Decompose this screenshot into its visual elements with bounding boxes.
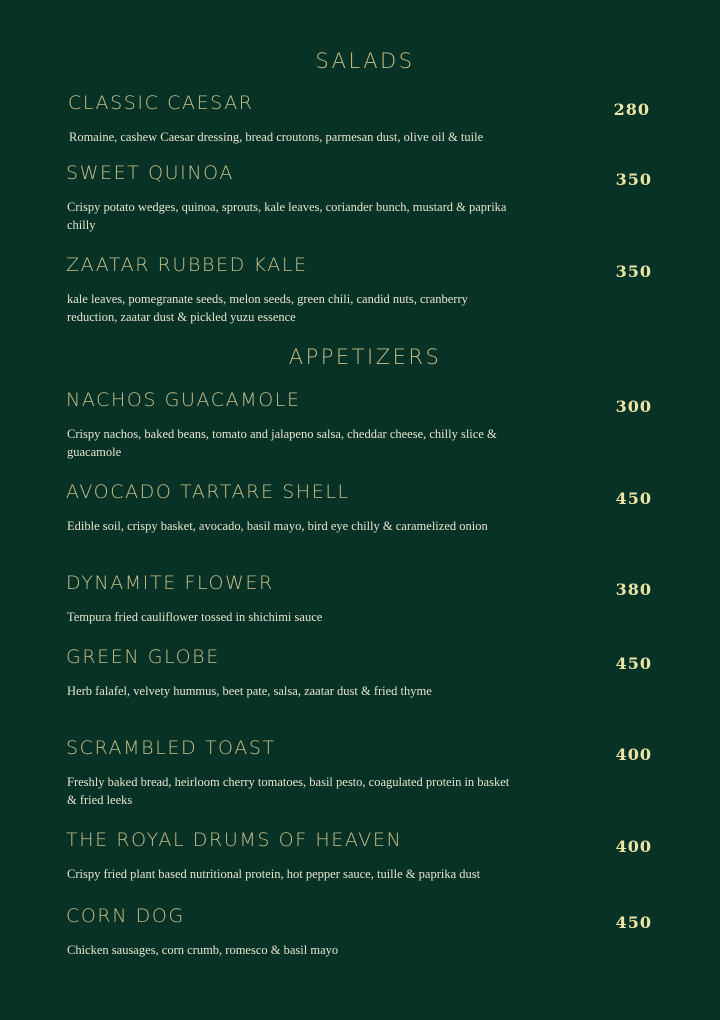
item-price: 350 xyxy=(615,170,652,189)
item-name: DYNAMITE FLOWER xyxy=(66,572,274,594)
item-price: 400 xyxy=(615,745,652,764)
item-description: Chicken sausages, corn crumb, romesco & basil mayo xyxy=(67,943,339,957)
item-description: kale leaves, pomegranate seeds, melon seeds, green chili, candid nuts, cranberry reduction, zaatar dust & pickled yuzu essence xyxy=(67,292,468,324)
item-price: 450 xyxy=(615,489,652,508)
item-name: CORN DOG xyxy=(66,905,185,927)
item-description: Freshly baked bread, heirloom cherry tomatoes, basil pesto, coagulated protein in basket & fried leeks xyxy=(67,775,510,807)
item-description: Herb falafel, velvety hummus, beet pate, salsa, zaatar dust & fried thyme xyxy=(67,684,432,698)
item-description: Edible soil, crispy basket, avocado, basil mayo, bird eye chilly & caramelized onion xyxy=(67,519,488,533)
item-name: ZAATAR RUBBED KALE xyxy=(66,254,308,276)
section-title-salads: SALADS xyxy=(315,49,415,73)
item-name: SWEET QUINOA xyxy=(66,162,234,184)
item-price: 280 xyxy=(613,100,650,119)
item-price: 450 xyxy=(615,913,652,932)
item-description: Romaine, cashew Caesar dressing, bread croutons, parmesan dust, olive oil & tuile xyxy=(69,130,484,144)
item-name: AVOCADO TARTARE SHELL xyxy=(66,481,350,503)
item-description: Tempura fried cauliflower tossed in shichimi sauce xyxy=(67,610,323,624)
item-description: Crispy fried plant based nutritional protein, hot pepper sauce, tuille & paprika dust xyxy=(67,867,481,881)
item-description: Crispy potato wedges, quinoa, sprouts, kale leaves, coriander bunch, mustard & paprika chilly xyxy=(67,200,507,232)
item-price: 400 xyxy=(615,837,652,856)
item-name: SCRAMBLED TOAST xyxy=(66,737,276,759)
item-name: THE ROYAL DRUMS OF HEAVEN xyxy=(66,829,403,851)
item-price: 350 xyxy=(615,262,652,281)
item-price: 300 xyxy=(615,397,652,416)
item-name: GREEN GLOBE xyxy=(66,646,220,668)
item-price: 380 xyxy=(615,580,652,599)
item-name: CLASSIC CAESAR xyxy=(68,92,254,114)
section-title-appetizers: APPETIZERS xyxy=(288,345,442,369)
item-name: NACHOS GUACAMOLE xyxy=(66,389,301,411)
item-description: Crispy nachos, baked beans, tomato and jalapeno salsa, cheddar cheese, chilly slice & guacamole xyxy=(67,427,497,459)
item-price: 450 xyxy=(615,654,652,673)
